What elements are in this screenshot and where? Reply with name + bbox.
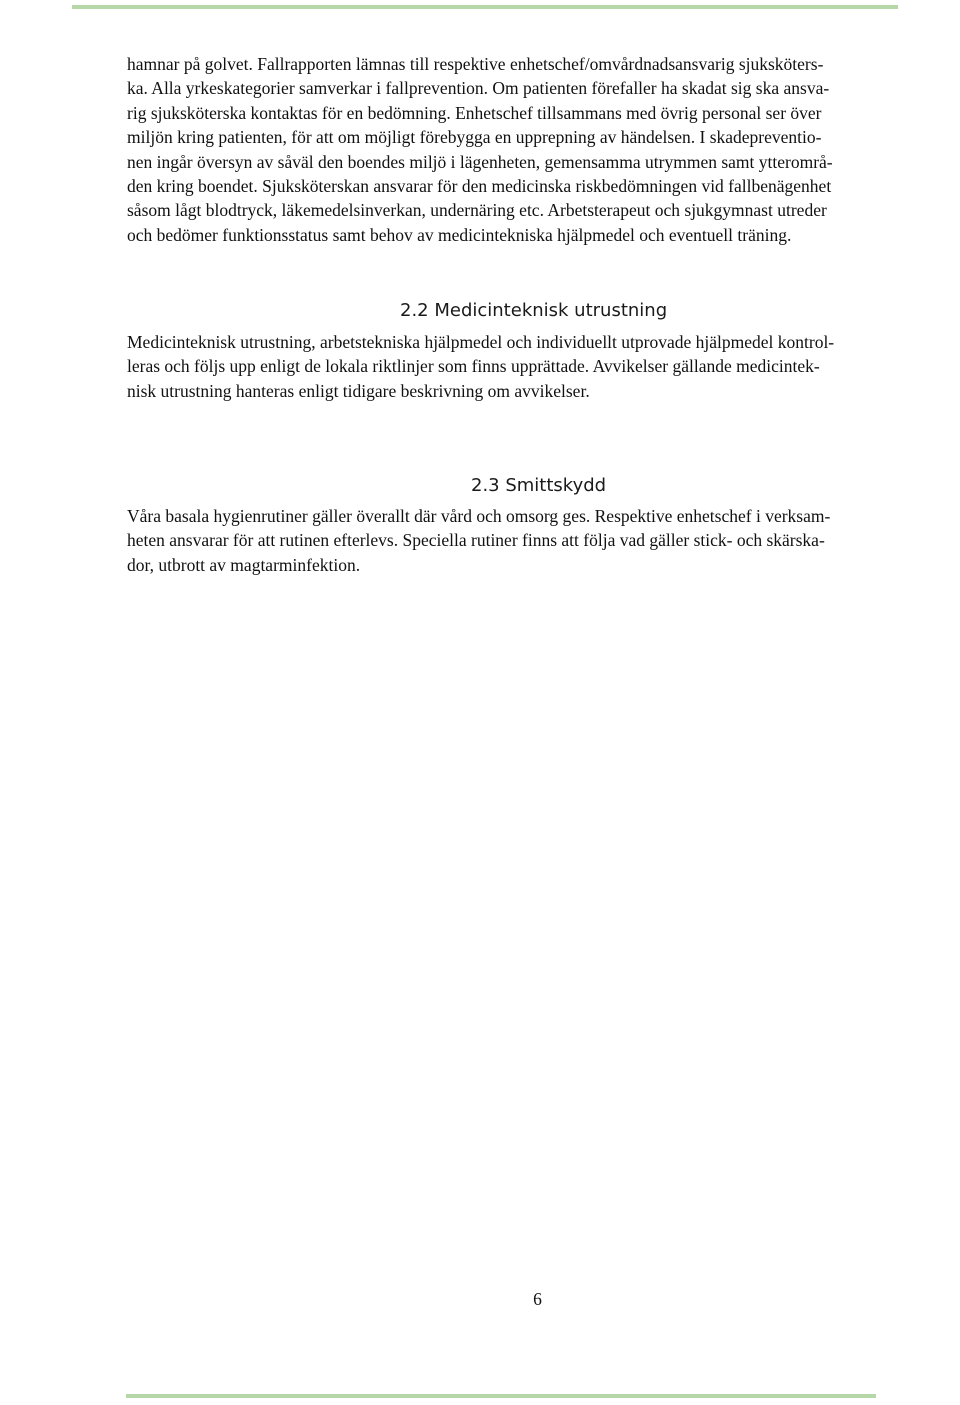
text-line: miljön kring patienten, för att om möjligt förebygga en upprepning av händelsen. I skadepreventio- bbox=[127, 127, 822, 148]
text-line: leras och följs upp enligt de lokala riktlinjer som finns upprättade. Avvikelser gällande medicintek- bbox=[127, 356, 820, 377]
text-line: heten ansvarar för att rutinen efterlevs. Speciella rutiner finns att följa vad gäller stick- och skärska- bbox=[127, 530, 825, 551]
text-line: och bedömer funktionsstatus samt behov av medicintekniska hjälpmedel och eventuell träning. bbox=[127, 224, 792, 245]
text-line: rig sjuksköterska kontaktas för en bedömning. Enhetschef tillsammans med övrig personal ser över bbox=[127, 102, 822, 123]
text-line: dor, utbrott av magtarminfektion. bbox=[127, 554, 361, 575]
text-line: Medicinteknisk utrustning, arbetstekniska hjälpmedel och individuellt utprovade hjälpmedel kontrol- bbox=[127, 332, 835, 352]
text-line: nisk utrustning hanteras enligt tidigare beskrivning om avvikelser. bbox=[127, 380, 590, 401]
text-line: ka. Alla yrkeskategorier samverkar i fallprevention. Om patienten förefaller ha skadat sig ska ansva- bbox=[127, 78, 830, 99]
text-line: den kring boendet. Sjuksköterskan ansvarar för den medicinska riskbedömningen vid fallbenägenhet bbox=[127, 176, 832, 197]
header-rule bbox=[72, 5, 898, 9]
text-line: hamnar på golvet. Fallrapporten lämnas till respektive enhetschef/omvårdnadsansvarig sjuksköters- bbox=[127, 54, 824, 74]
section-2-3-paragraph bbox=[127, 504, 952, 577]
footer-rule bbox=[126, 1394, 876, 1398]
section-heading-2-2: 2.2 Medicinteknisk utrustning bbox=[400, 300, 668, 321]
section-heading-2-3: 2.3 Smittskydd bbox=[471, 475, 607, 496]
text-line: såsom lågt blodtryck, läkemedelsinverkan, undernäring etc. Arbetsterapeut och sjukgymnast utreder bbox=[127, 200, 827, 221]
page-number: 6 bbox=[533, 1289, 542, 1309]
text-line: nen ingår översyn av såväl den boendes miljö i lägenheten, gemensamma utrymmen samt ytterområ- bbox=[127, 151, 833, 172]
text-line: Våra basala hygienrutiner gäller överallt där vård och omsorg ges. Respektive enhetschef i verksam- bbox=[127, 506, 831, 526]
section-2-2-paragraph bbox=[127, 330, 952, 403]
intro-paragraph bbox=[127, 52, 952, 247]
